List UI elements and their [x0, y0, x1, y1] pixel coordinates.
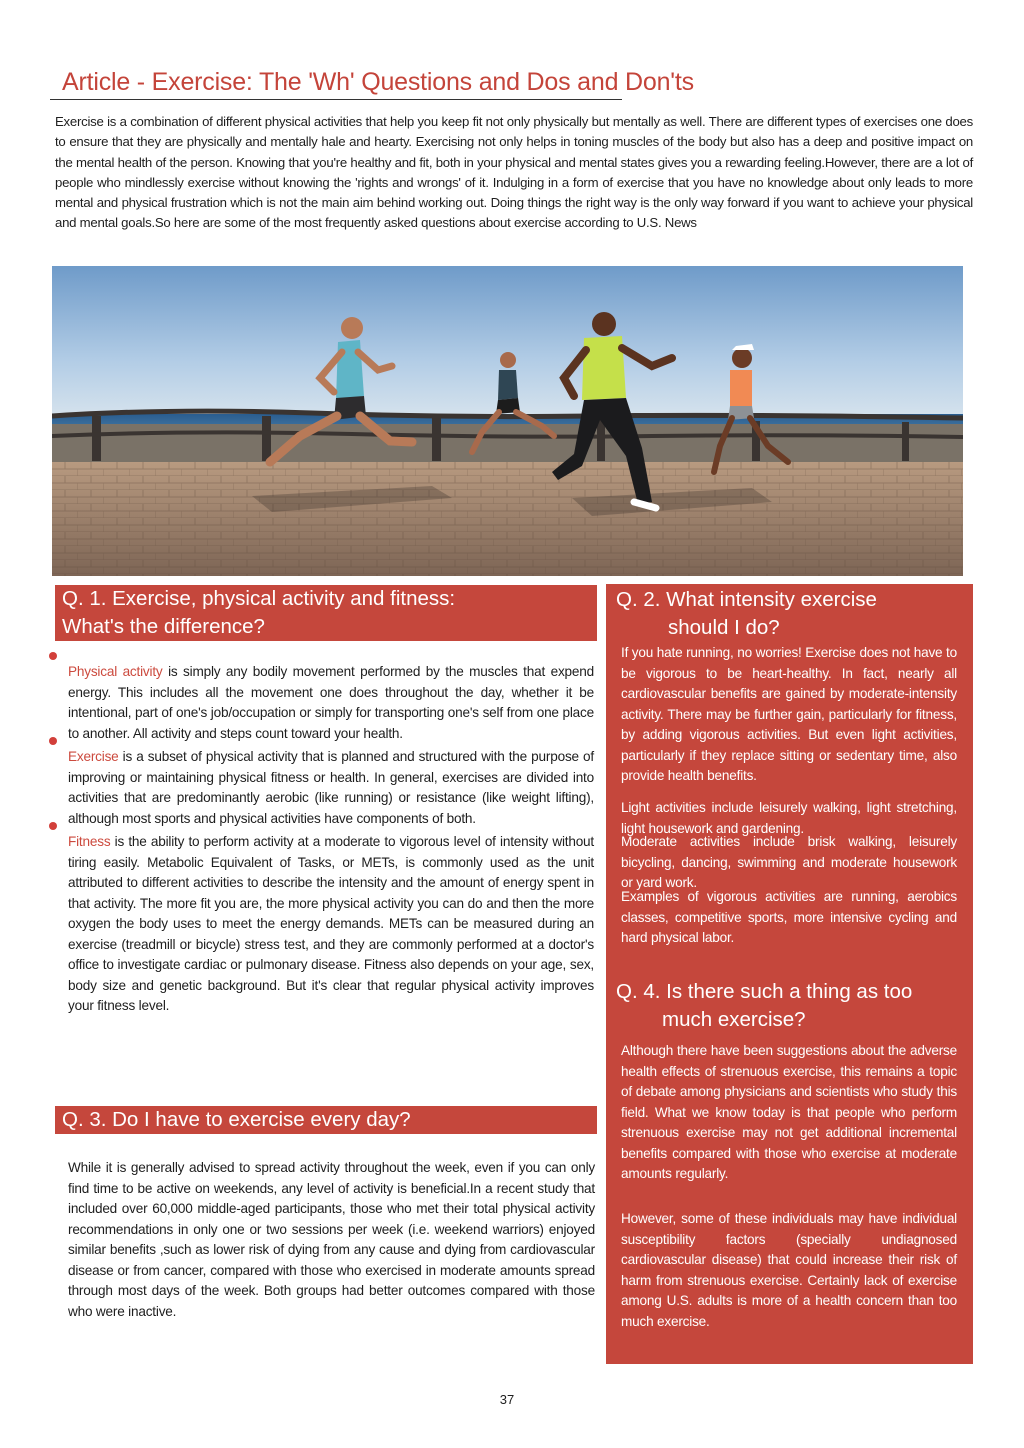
runners-photo: [52, 266, 963, 576]
bullet-dot-icon: [49, 652, 57, 660]
q3-heading: Q. 3. Do I have to exercise every day?: [55, 1106, 597, 1134]
term-fitness: Fitness: [68, 834, 111, 849]
bullet-fitness: [68, 832, 594, 1017]
bullet-physical-activity: [68, 662, 594, 744]
q2-paragraph-1: If you hate running, no worries! Exercise does not have to be vigorous to be heart-healthy. In fact, nearly all cardiovascular benefits are gained by moderate-intensity activity. There may be further gain, particularly for fitness, by adding vigorous activities. But even light activities, particularly if they replace sitting or sedentary time, also provide health benefits.: [621, 645, 957, 783]
definition-physical-activity: is simply any bodily movement performed by the muscles that expend energy. This includes all the movement one does throughout the day, whether it be intentional, part of one's job/occupation or simply for transporting one's self from one place to another. All activity and steps count toward your health.: [68, 664, 595, 741]
bullet-dot-icon: [49, 737, 57, 745]
page-number: 37: [499, 1392, 515, 1407]
q2-paragraph-vigorous: Examples of vigorous activities are running, aerobics classes, competitive sports, more intensive cycling and hard physical labor.: [621, 889, 957, 945]
intro-paragraph: Exercise is a combination of different physical activities that help you keep fit not only physically but mentally as well. There are different types of exercises one does to ensure that they are physically and mentally hale and hearty. Exercising not only helps in toning muscles of the body but also has a deep and positive impact on the mental health of the person. Knowing that you're healthy and fit, both in your physical and mental states gives you a rewarding feeling.However, there are a lot of people who mindlessly exercise without knowing the 'rights and wrongs' of it. Indulging in a form of exercise that you have no knowledge about only leads to more mental and physical frustration which is not the main aim behind working out. Doing things the right way is the only way forward if you want to achieve your physical and mental goals.So here are some of the most frequently asked questions about exercise according to U.S. News: [55, 114, 973, 231]
q2-heading: [616, 586, 966, 642]
q3-body: While it is generally advised to spread activity throughout the week, even if you can only find time to be active on weekends, any level of activity is beneficial.In a recent study that included over 60,000 middle-aged participants, those who met their total physical activity recommendations in only one or two sessions per week (i.e. weekend warriors) enjoyed similar benefits ,such as lower risk of dying from any cause and dying from cardiovascular disease or from cancer, compared with those who exercised in moderate amounts spread through most days of the week. Both groups had better outcomes compared with those who were inactive.: [68, 1160, 595, 1319]
term-physical-activity: Physical activity: [68, 664, 163, 679]
q1-heading-line2: What's the difference?: [62, 615, 265, 638]
q4-paragraph-2: However, some of these individuals may have individual susceptibility factors (specially undiagnosed cardiovascular disease) that could increase their risk of harm from strenuous exercise. Certainly lack of exercise among U.S. adults is more of a health concern than too much exercise.: [621, 1211, 957, 1329]
definition-exercise: is a subset of physical activity that is planned and structured with the purpose of improving or maintaining physical fitness or health. In general, exercises are divided into activities that are predominantly aerobic (like running) or resistance (like weight lifting), although most sports and physical activities have components of both.: [68, 749, 594, 826]
q4-paragraph-1: Although there have been suggestions about the adverse health effects of strenuous exercise, this remains a topic of debate among physicians and scientists who study this field. What we know today is that people who perform strenuous exercise may not get additional incremental benefits compared with those who exercise at moderate amounts regularly.: [621, 1043, 957, 1181]
q2-heading-line1: Q. 2. What intensity exercise: [616, 588, 877, 611]
q4-heading-line2: much exercise?: [662, 1008, 806, 1031]
q4-heading-line1: Q. 4. Is there such a thing as too: [616, 980, 913, 1003]
bullet-dot-icon: [49, 822, 57, 830]
q1-heading: [55, 585, 597, 641]
q2-heading-line2: should I do?: [668, 616, 780, 639]
q4-heading: [616, 978, 966, 1034]
right-panel: [606, 584, 973, 1364]
q2-paragraph-light: Light activities include leisurely walking, light stretching, light housework and gardening.: [621, 800, 957, 836]
term-exercise: Exercise: [68, 749, 119, 764]
q1-heading-line1: Q. 1. Exercise, physical activity and fitness:: [62, 587, 456, 610]
q1-bullet-list: [68, 662, 594, 1020]
bullet-exercise: [68, 747, 594, 829]
definition-fitness: is the ability to perform activity at a moderate to vigorous level of intensity without tiring easily. Metabolic Equivalent of Tasks, or METs, is commonly used as the unit attributed to different activities to describe the intensity and the amount of energy spent in that activity. The more fit you are, the more physical activity you can do and then the more oxygen the body uses to meet the energy demands. METs can be measured during an exercise (treadmill or bicycle) stress test, and they are commonly performed at a doctor's office to investigate cardiac or pulmonary disease. Fitness also depends on your age, sex, body size and genetic background. But it's clear that regular physical activity improves your fitness level.: [68, 834, 594, 1013]
article-title: Article - Exercise: The 'Wh' Questions and Dos and Don'ts: [50, 68, 622, 100]
q2-paragraph-moderate: Moderate activities include brisk walking, leisurely bicycling, dancing, swimming and moderate housework or yard work.: [621, 834, 957, 890]
